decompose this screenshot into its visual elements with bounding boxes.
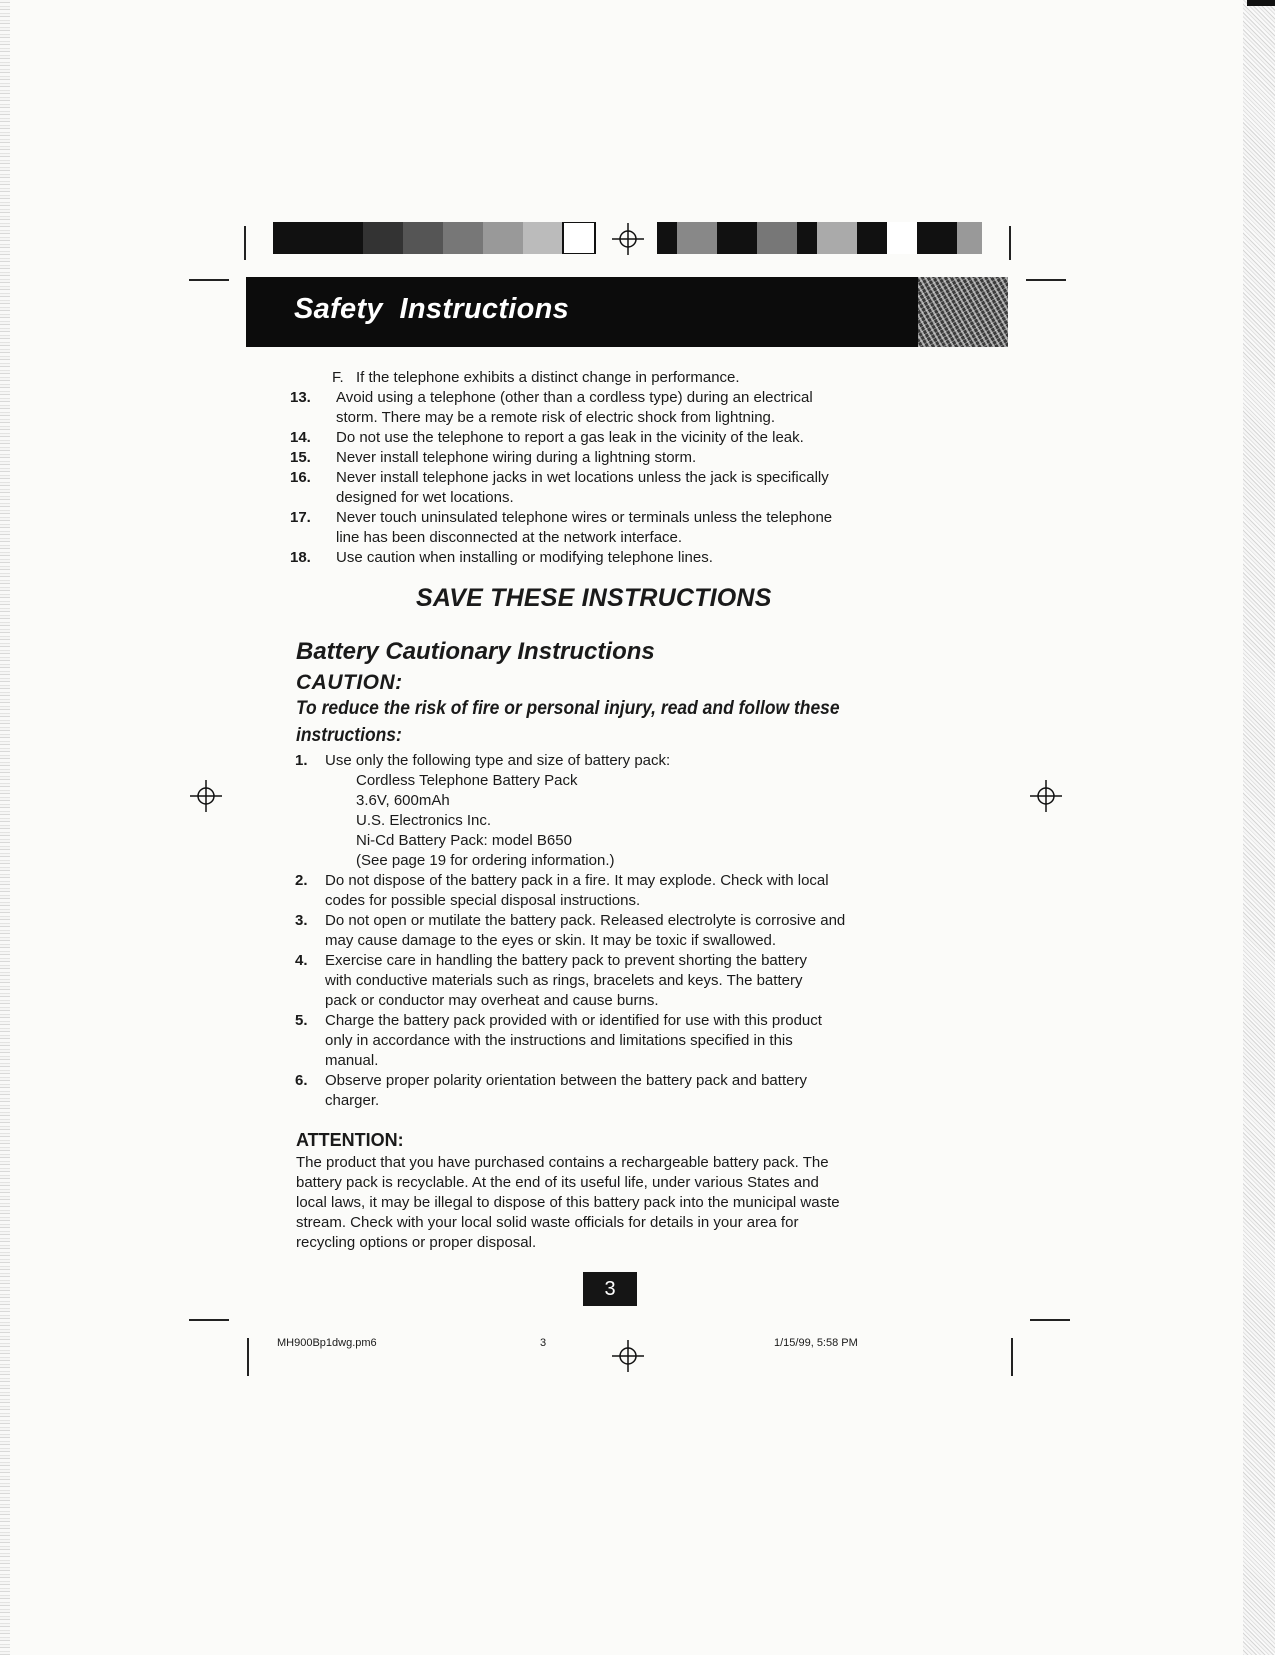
battery-item-number: 6. (295, 1072, 308, 1089)
battery-spec-line: U.S. Electronics Inc. (356, 812, 492, 829)
battery-item-text: pack or conductor may overheat and cause burns. (325, 992, 659, 1009)
page-number: 3 (583, 1272, 637, 1306)
save-instructions-heading: SAVE THESE INSTRUCTIONS (416, 584, 772, 612)
caution-subheading-line1: To reduce the risk of fire or personal injury, read and follow these (296, 698, 840, 719)
footer-page: 3 (540, 1337, 547, 1349)
crop-mark-right-lower (1030, 1319, 1070, 1321)
battery-item-text: charger. (325, 1092, 380, 1109)
battery-heading: Battery Cautionary Instructions (296, 638, 655, 665)
list-item-text: Do not use the telephone to report a gas leak in the vicinity of the leak. (336, 429, 804, 446)
battery-item-text: Observe proper polarity orientation between the battery pack and battery (325, 1072, 807, 1089)
footer-datetime: 1/15/99, 5:58 PM (774, 1337, 858, 1349)
crop-mark-left-upper (189, 279, 229, 281)
list-item-text: Never install telephone wiring during a lightning storm. (336, 449, 697, 466)
header-texture (918, 277, 1008, 347)
attention-line: local laws, it may be illegal to dispose of this battery pack into the municipal waste (296, 1194, 840, 1211)
caution-heading: CAUTION: (296, 671, 403, 694)
list-item-number: 18. (290, 549, 311, 566)
page-title: Safety Instructions (294, 293, 570, 325)
battery-item-text: Do not open or mutilate the battery pack. Released electrolyte is corrosive and (325, 912, 846, 929)
crop-mark-right-upper (1026, 279, 1066, 281)
attention-heading: ATTENTION: (296, 1130, 404, 1150)
color-bar-left (273, 222, 598, 254)
battery-item-number: 4. (295, 952, 308, 969)
list-item-text: line has been disconnected at the network interface. (336, 529, 683, 546)
battery-item-text: Use only the following type and size of battery pack: (325, 752, 671, 769)
list-item-number: 15. (290, 449, 311, 466)
list-item-number: 14. (290, 429, 311, 446)
list-item-text: Avoid using a telephone (other than a cordless type) during an electrical (336, 389, 813, 406)
registration-mark-top (612, 223, 644, 255)
battery-item-text: codes for possible special disposal instructions. (325, 892, 641, 909)
list-item-number: 16. (290, 469, 311, 486)
battery-spec-line: Ni-Cd Battery Pack: model B650 (356, 832, 572, 849)
list-item-text: storm. There may be a remote risk of electric shock from lightning. (336, 409, 776, 426)
attention-line: recycling options or proper disposal. (296, 1234, 537, 1251)
battery-item-text: Exercise care in handling the battery pack to prevent shorting the battery (325, 952, 807, 969)
crop-mark-bottom-left (247, 1338, 249, 1376)
registration-mark-bottom (612, 1340, 644, 1372)
corner-mark (1247, 0, 1275, 6)
battery-item-text: Do not dispose of the battery pack in a fire. It may explode. Check with local (325, 872, 829, 889)
scan-edge-left (0, 0, 10, 1655)
list-item-text: Never touch uninsulated telephone wires or terminals unless the telephone (336, 509, 833, 526)
list-item-number: F. (332, 369, 344, 386)
attention-line: The product that you have purchased contains a rechargeable battery pack. The (296, 1154, 829, 1171)
attention-line: stream. Check with your local solid waste officials for details in your area for (296, 1214, 799, 1231)
list-item-text: Never install telephone jacks in wet locations unless the jack is specifically (336, 469, 829, 486)
battery-item-number: 5. (295, 1012, 308, 1029)
list-item-text: If the telephone exhibits a distinct change in performance. (356, 369, 740, 386)
crop-mark-bottom-right (1011, 1338, 1013, 1376)
crop-mark-top-left (244, 226, 246, 260)
battery-item-text: with conductive materials such as rings, bracelets and keys. The battery (325, 972, 803, 989)
registration-mark-right (1030, 780, 1062, 812)
battery-item-number: 3. (295, 912, 308, 929)
scan-edge-right (1243, 0, 1275, 1655)
battery-spec-line: 3.6V, 600mAh (356, 792, 450, 809)
footer-filename: MH900Bp1dwg.pm6 (277, 1337, 377, 1349)
list-item-number: 13. (290, 389, 311, 406)
caution-subheading-line2: instructions: (296, 725, 402, 746)
color-bar-right (657, 222, 982, 254)
list-item-text: Use caution when installing or modifying telephone lines. (336, 549, 713, 566)
list-item-number: 17. (290, 509, 311, 526)
crop-mark-left-lower (189, 1319, 229, 1321)
battery-item-number: 1. (295, 752, 308, 769)
battery-spec-line: (See page 19 for ordering information.) (356, 852, 615, 869)
battery-spec-line: Cordless Telephone Battery Pack (356, 772, 578, 789)
list-item-text: designed for wet locations. (336, 489, 514, 506)
crop-mark-top-right (1009, 226, 1011, 260)
battery-item-text: Charge the battery pack provided with or identified for use with this product (325, 1012, 822, 1029)
battery-item-text: may cause damage to the eyes or skin. It may be toxic if swallowed. (325, 932, 777, 949)
battery-item-text: manual. (325, 1052, 379, 1069)
battery-item-text: only in accordance with the instructions and limitations specified in this (325, 1032, 793, 1049)
battery-item-number: 2. (295, 872, 308, 889)
registration-mark-left (190, 780, 222, 812)
attention-line: battery pack is recyclable. At the end of its useful life, under various States and (296, 1174, 819, 1191)
